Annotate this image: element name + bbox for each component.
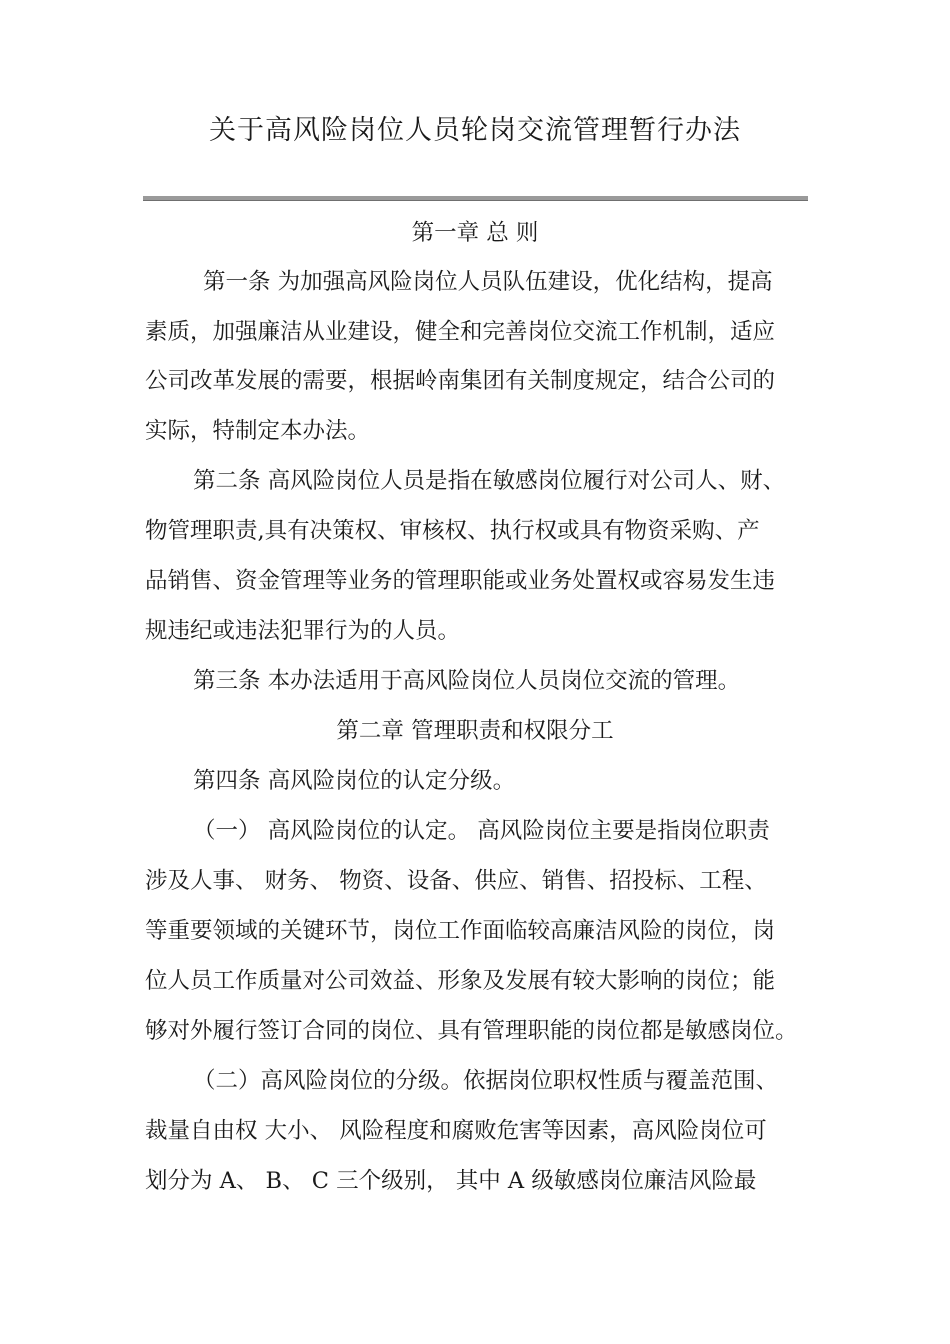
paragraph-line: 涉及人事、 财务、 物资、设备、供应、销售、招投标、工程、 (145, 868, 767, 894)
paragraph-line: 第一条 为加强高风险岗位人员队伍建设，优化结构，提高 (203, 269, 773, 295)
paragraph-line: 公司改革发展的需要，根据岭南集团有关制度规定，结合公司的 (145, 368, 776, 394)
paragraph-line: 裁量自由权 大小、 风险程度和腐败危害等因素，高风险岗位可 (145, 1118, 767, 1144)
paragraph-line: 划分为 A、 B、 C 三个级别， 其中 A 级敏感岗位廉洁风险最 (145, 1168, 757, 1194)
paragraph-line: 物管理职责,具有决策权、审核权、执行权或具有物资采购、产 (145, 518, 760, 544)
paragraph-line: 素质，加强廉洁从业建设，健全和完善岗位交流工作机制，适应 (145, 319, 776, 345)
title-divider (143, 196, 808, 201)
paragraph-line: 品销售、资金管理等业务的管理职能或业务处置权或容易发生违 (145, 568, 776, 594)
paragraph-line: 第二条 高风险岗位人员是指在敏感岗位履行对公司人、财、 (193, 468, 786, 494)
paragraph-line: 够对外履行签订合同的岗位、具有管理职能的岗位都是敏感岗位。 (145, 1018, 798, 1044)
paragraph-line: 等重要领域的关键环节，岗位工作面临较高廉洁风险的岗位，岗 (145, 918, 776, 944)
paragraph-line: 规违纪或违法犯罪行为的人员。 (145, 618, 461, 644)
paragraph-line: （一） 高风险岗位的认定。 高风险岗位主要是指岗位职责 (193, 818, 770, 844)
paragraph-line: 位人员工作质量对公司效益、形象及发展有较大影响的岗位；能 (145, 968, 776, 994)
chapter-heading: 第一章 总 则 (411, 220, 539, 246)
document-title: 关于高风险岗位人员轮岗交流管理暂行办法 (209, 115, 741, 146)
paragraph-line: 实际，特制定本办法。 (145, 418, 371, 444)
paragraph-line: 第三条 本办法适用于高风险岗位人员岗位交流的管理。 (193, 668, 741, 694)
chapter-heading: 第二章 管理职责和权限分工 (336, 718, 614, 744)
paragraph-line: （二）高风险岗位的分级。依据岗位职权性质与覆盖范围、 (193, 1068, 779, 1094)
paragraph-line: 第四条 高风险岗位的认定分级。 (193, 768, 516, 794)
